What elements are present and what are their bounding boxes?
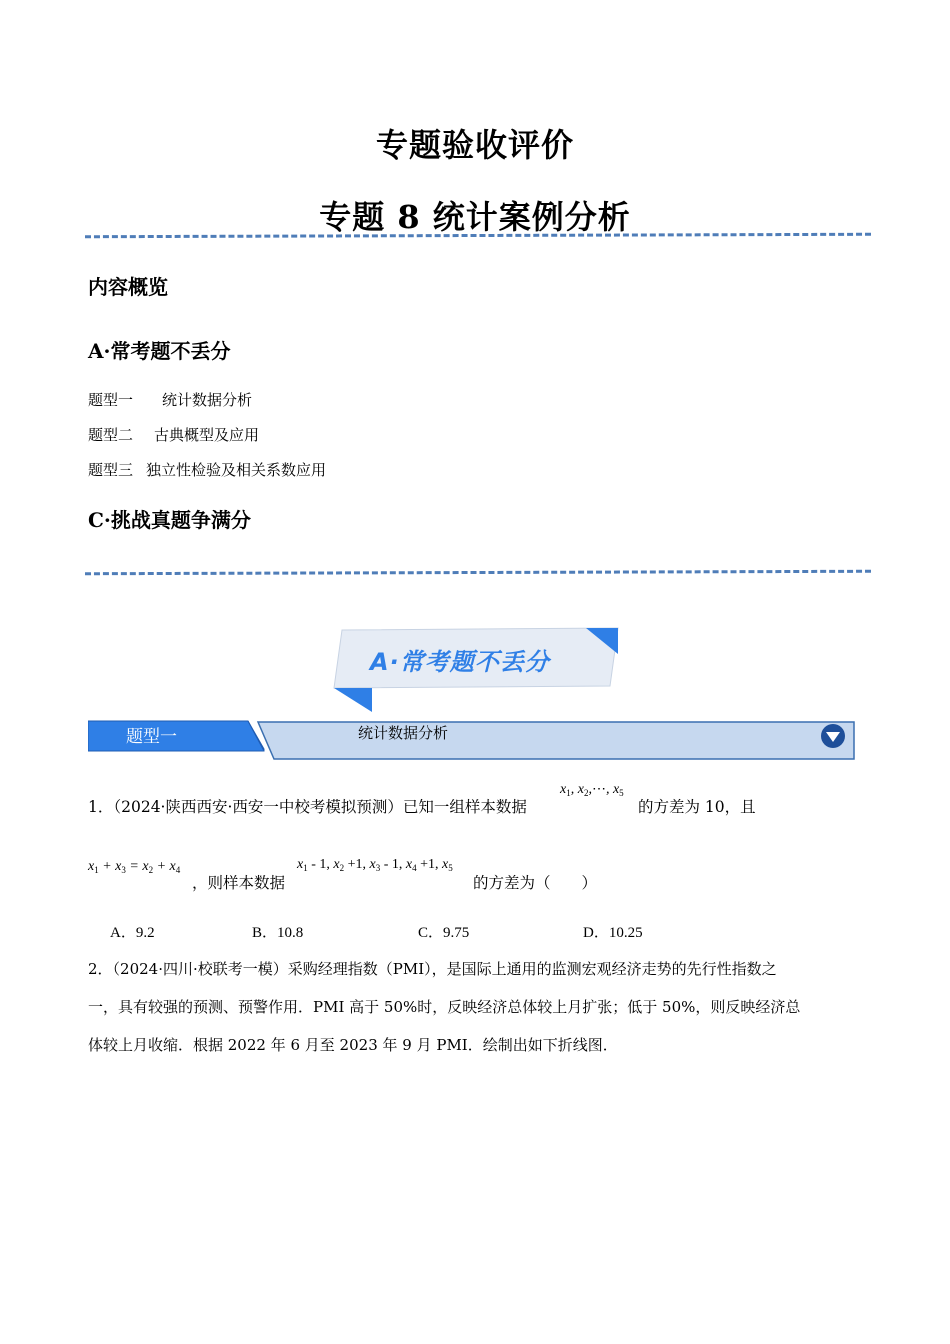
q1-condition-formula: $x_1 + x_3 = x_2 + x_4$	[88, 859, 181, 875]
toc-item-label: 统计数据分析	[162, 391, 253, 409]
type-bar	[88, 719, 858, 763]
q1-option-c[interactable]	[418, 921, 469, 942]
type-tab-label: 题型一	[126, 727, 177, 747]
q1-option-d[interactable]	[583, 921, 643, 942]
section-banner	[330, 626, 622, 714]
option-letter: A．	[110, 925, 136, 941]
option-letter: D．	[583, 925, 609, 941]
option-letter: C．	[418, 925, 444, 941]
toc-item-label: 古典概型及应用	[154, 426, 260, 444]
toc-item-2	[88, 424, 259, 445]
question-2-line-3: 体较上月收缩．根据 2022 年 6 月至 2023 年 9 月 PMI．绘制出如下折线图．	[88, 1036, 618, 1054]
option-letter: B．	[252, 925, 278, 941]
section-a-heading: A·常考题不丢分	[88, 339, 231, 363]
toc-item-number: 题型一	[88, 391, 134, 409]
divider-bottom	[85, 570, 871, 575]
toc-item-number: 题型二	[88, 426, 134, 444]
question-2-line-1: 2．（2024·四川·校联考一模）采购经理指数（PMI），是国际上通用的监测宏观经济走势的先行性指数之	[88, 960, 777, 978]
q1-new-sample-formula: $x_1 - 1$, $x_2 +1$, $x_3 - 1$, $x_4 +1$, $x_5$	[297, 857, 453, 873]
q1-sample-formula: $x_1$, $x_2,\cdots$, $x_5$	[560, 782, 624, 798]
type-bar-shape	[88, 719, 858, 763]
option-value: 10.8	[277, 925, 304, 941]
q1-stem-start: 1．（2024·陕西西安·西安一中校考模拟预测）已知一组样本数据	[88, 798, 527, 816]
type-title: 统计数据分析	[358, 724, 449, 742]
banner-title: A·常考题不丢分	[370, 648, 550, 676]
option-value: 9.2	[135, 925, 155, 941]
q1-stem-end: 的方差为 10，且	[638, 798, 756, 816]
q1-option-a[interactable]	[110, 921, 155, 942]
toc-item-1	[88, 389, 252, 410]
chevron-down-circle-icon[interactable]	[820, 723, 846, 749]
question-2-line-2: 一，具有较强的预测、预警作用．PMI 高于 50%时，反映经济总体较上月扩张；低于 50%，则反映经济总	[88, 998, 801, 1016]
option-value: 10.25	[608, 925, 643, 941]
q1-stem-middle: ，则样本数据	[192, 874, 286, 892]
toc-item-3	[88, 459, 326, 480]
option-value: 9.75	[443, 925, 470, 941]
page-title: 专题验收评价	[375, 126, 574, 164]
q1-option-b[interactable]	[252, 921, 303, 942]
q1-stem-question: 的方差为（ ）	[473, 874, 598, 892]
page-subtitle: 专题 8 统计案例分析	[319, 198, 631, 236]
overview-heading: 内容概览	[88, 275, 168, 299]
toc-item-number: 题型三	[88, 461, 134, 479]
section-c-heading: C·挑战真题争满分	[88, 508, 251, 532]
toc-item-label: 独立性检验及相关系数应用	[146, 461, 327, 479]
question-1-line-1	[88, 795, 527, 817]
